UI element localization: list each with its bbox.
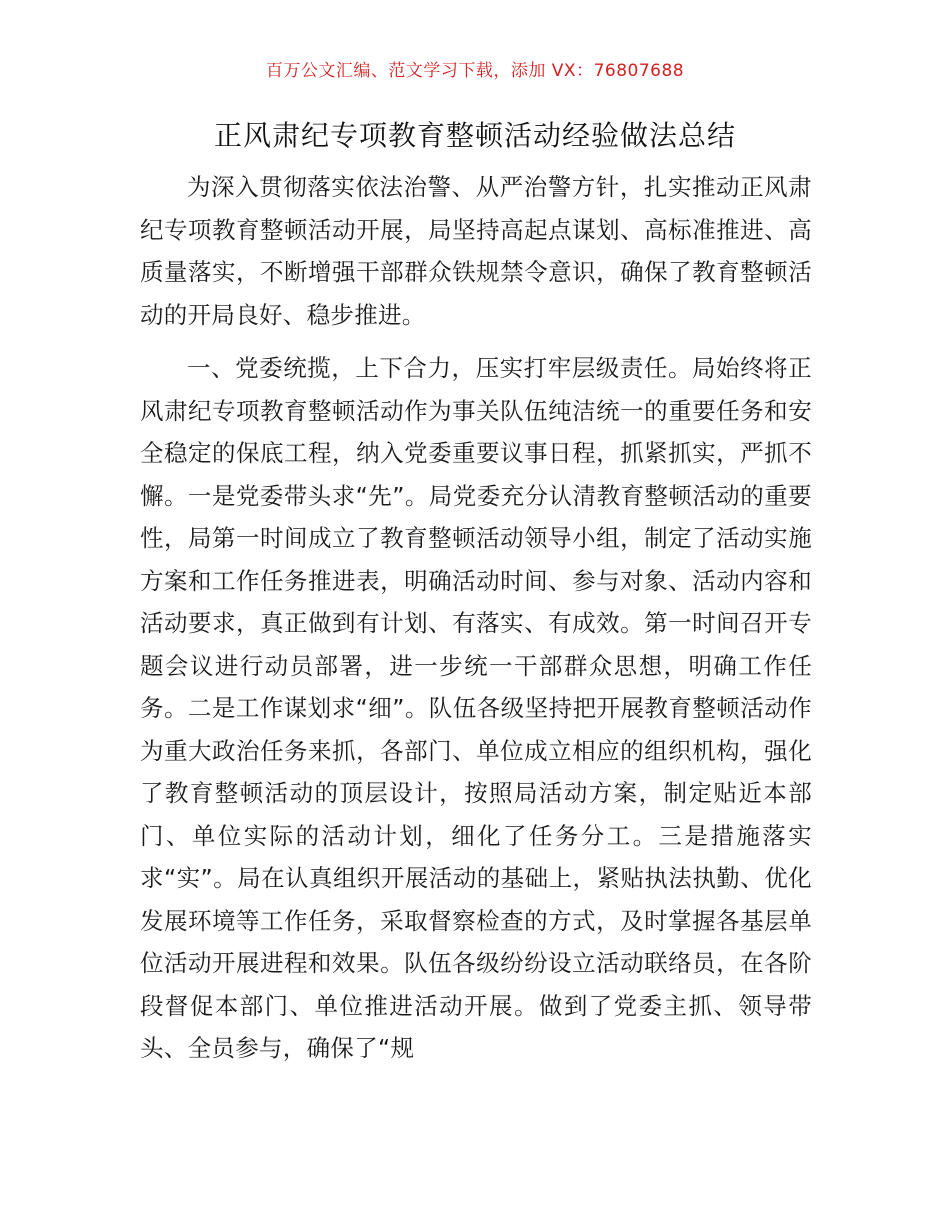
page-title: 正风肃纪专项教育整顿活动经验做法总结 [213,119,736,152]
header-banner: 百万公文汇编、范文学习下载，添加 VX：76807688 [265,61,685,81]
paragraph-section-one: 一、党委统揽，上下合力，压实打牢层级责任。局始终将正风肃纪专项教育整顿活动作为事关队伍纯洁统一的重要任务和安全稳定的保底工程，纳入党委重要议事日程，抓紧抓实，严抓不懈。一是党委带头求“先”。局党委充分认清教育整顿活动的重要性，局第一时间成立了教育整顿活动领导小组，制定了活动实施方案和工作任务推进表，明确活动时间、参与对象、活动内容和活动要求，真正做到有计划、有落实、有成效。第一时间召开专题会议进行动员部署，进一步统一干部群众思想，明确工作任务。二是工作谋划求“细”。队伍各级坚持把开展教育整顿活动作为重大政治任务来抓，各部门、单位成立相应的组织机构，强化了教育整顿活动的顶层设计，按照局活动方案，制定贴近本部门、单位实际的活动计划，细化了任务分工。三是措施落实求“实”。局在认真组织开展活动的基础上，紧贴执法执勤、优化发展环境等工作任务，采取督察检查的方式，及时掌握各基层单位活动开展进程和效果。队伍各级纷纷设立活动联络员，在各阶段督促本部门、单位推进活动开展。做到了党委主抓、领导带头、全员参与，确保了“规 [140,354,812,1062]
paragraph-intro: 为深入贯彻落实依法治警、从严治警方针，扎实推动正风肃纪专项教育整顿活动开展，局坚持高起点谋划、高标准推进、高质量落实，不断增强干部群众铁规禁令意识，确保了教育整顿活动的开局良好、稳步推进。 [140,173,812,329]
document-body [140,166,812,1070]
